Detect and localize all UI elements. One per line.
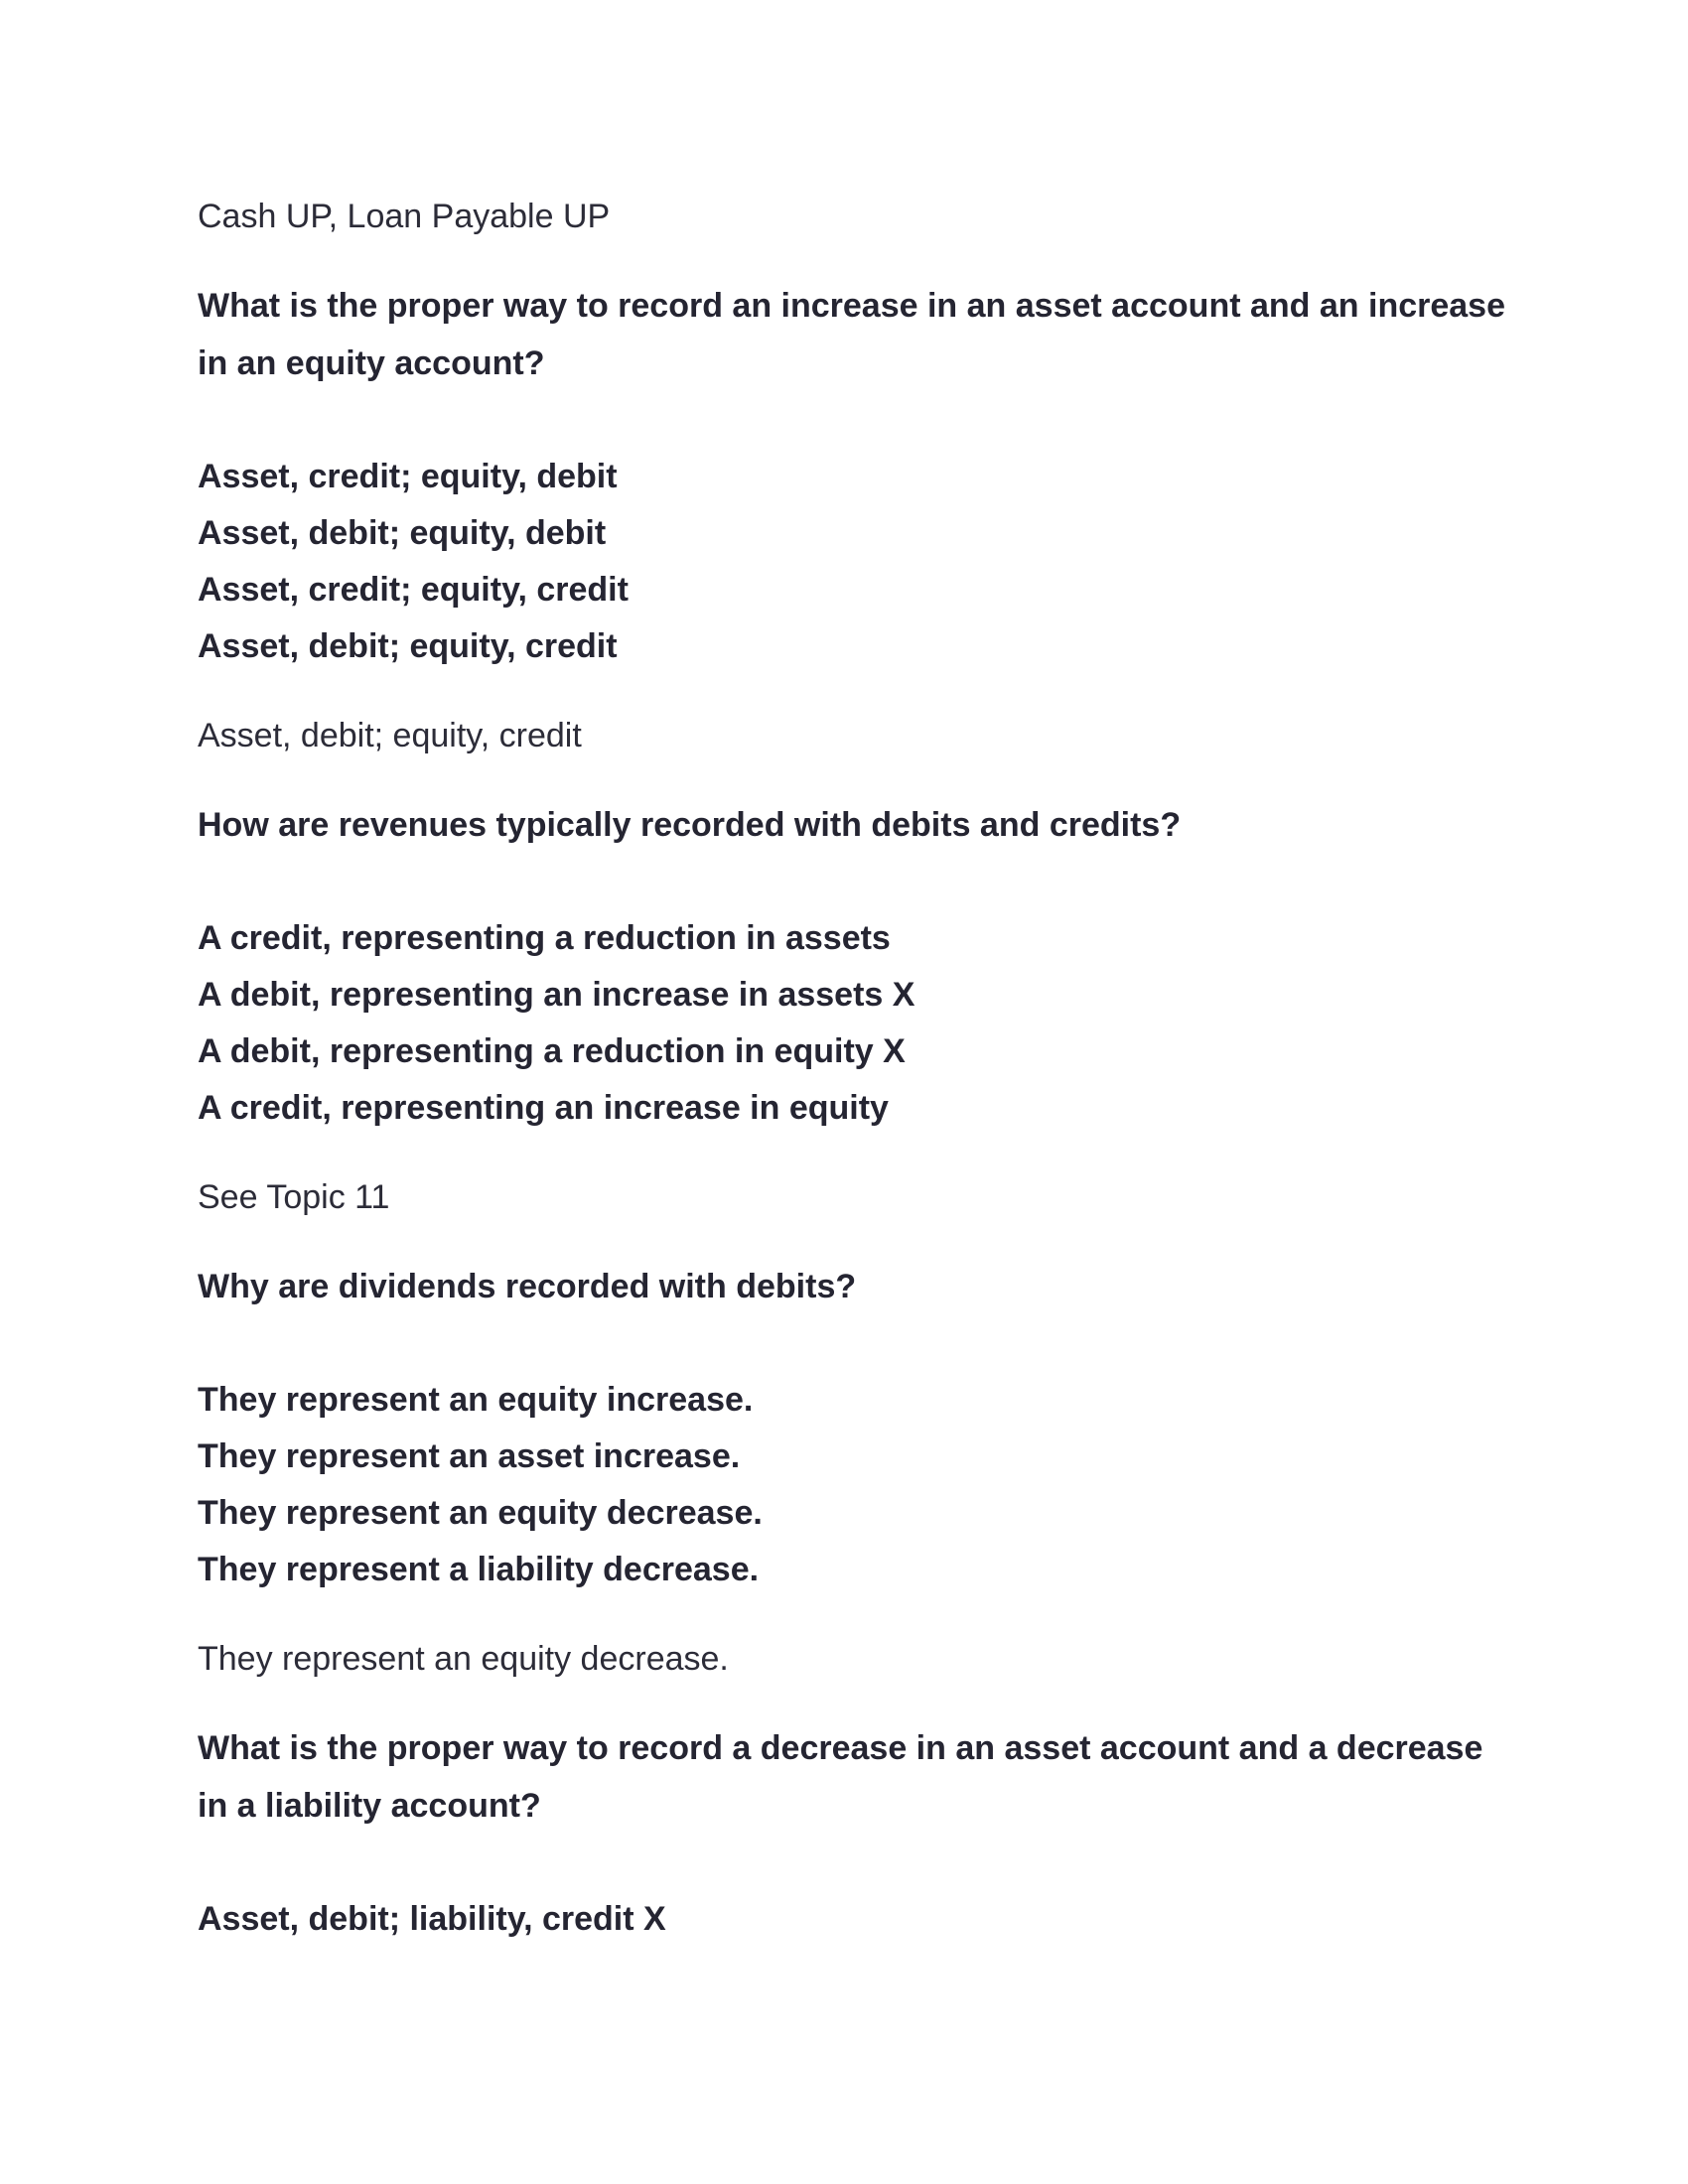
previous-answer: Cash UP, Loan Payable UP [198,198,611,235]
question-4-line-1: What is the proper way to record a decrease in an asset account and a decrease [198,1729,1483,1767]
question-3-option-2: They represent an asset increase. [198,1437,741,1475]
question-2-option-4: A credit, representing an increase in equity [198,1089,889,1127]
question-3-option-4: They represent a liability decrease. [198,1551,760,1588]
question-2-answer: See Topic 11 [198,1178,390,1216]
question-3-answer: They represent an equity decrease. [198,1640,729,1678]
question-2-option-1: A credit, representing a reduction in assets [198,919,891,957]
question-3-option-1: They represent an equity increase. [198,1381,754,1419]
question-1-option-2: Asset, debit; equity, debit [198,514,607,552]
question-3-line-1: Why are dividends recorded with debits? [198,1268,857,1305]
document-page [198,0,1505,2184]
question-1-option-3: Asset, credit; equity, credit [198,571,629,609]
question-2-line-1: How are revenues typically recorded with debits and credits? [198,806,1182,844]
question-4-option-1: Asset, debit; liability, credit X [198,1900,666,1938]
question-4-line-2: in a liability account? [198,1787,541,1825]
question-1-option-1: Asset, credit; equity, debit [198,458,618,495]
question-1-line-1: What is the proper way to record an increase in an asset account and an increase [198,287,1505,325]
question-1-option-4: Asset, debit; equity, credit [198,627,618,665]
question-3-option-3: They represent an equity decrease. [198,1494,763,1532]
question-1-answer: Asset, debit; equity, credit [198,717,582,754]
question-2-option-2: A debit, representing an increase in assets X [198,976,915,1014]
question-2-option-3: A debit, representing a reduction in equity X [198,1032,906,1070]
question-1-line-2: in an equity account? [198,344,545,382]
